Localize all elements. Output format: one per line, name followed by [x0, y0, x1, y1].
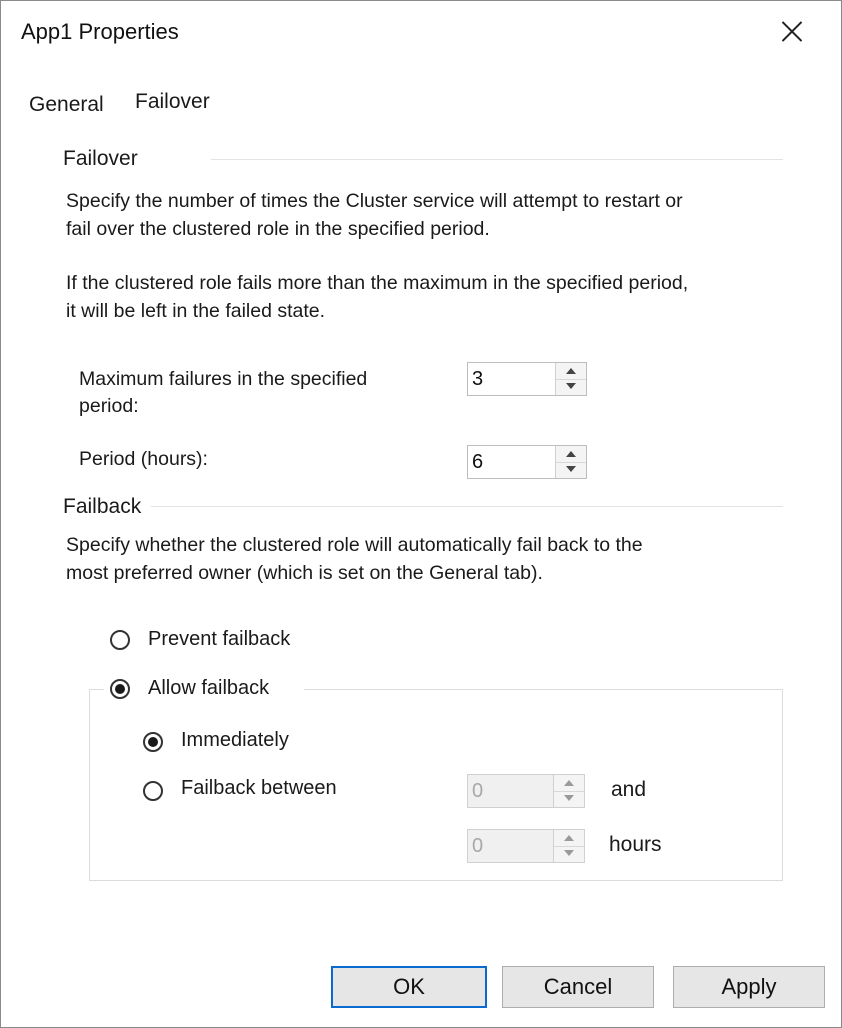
spin-up-icon[interactable] [556, 363, 586, 380]
period-label: Period (hours): [79, 448, 208, 470]
failover-divider [211, 159, 783, 160]
failback-between-label[interactable]: Failback between [181, 777, 337, 799]
title-bar[interactable] [1, 1, 841, 61]
tab-general[interactable]: General [29, 93, 104, 116]
failback-section-title: Failback [63, 495, 142, 518]
spin-down-icon[interactable] [556, 379, 586, 395]
failback-to-value[interactable]: 0 [472, 835, 484, 857]
spin-up-icon[interactable] [554, 830, 584, 847]
hours-label: hours [609, 833, 662, 856]
max-failures-label-line2: period: [79, 395, 139, 417]
period-spinner[interactable] [555, 446, 586, 478]
spin-down-icon[interactable] [554, 791, 584, 807]
spin-down-icon[interactable] [554, 846, 584, 862]
failback-from-spinbox[interactable] [467, 774, 585, 808]
failback-from-value[interactable]: 0 [472, 780, 484, 802]
period-value[interactable]: 6 [472, 451, 484, 473]
allow-failback-radio[interactable] [110, 679, 130, 699]
immediately-radio[interactable] [143, 732, 163, 752]
immediately-label[interactable]: Immediately [181, 729, 289, 751]
failover-description-line2: fail over the clustered role in the specified period. [66, 218, 490, 240]
ok-button[interactable]: OK [331, 966, 487, 1008]
failback-divider [151, 506, 783, 507]
max-failures-label-line1: Maximum failures in the specified [79, 368, 368, 390]
failover-description-line1: Specify the number of times the Cluster service will attempt to restart or [66, 190, 683, 212]
failback-description-line2: most preferred owner (which is set on the General tab). [66, 562, 543, 584]
prevent-failback-label[interactable]: Prevent failback [148, 628, 291, 650]
spin-up-icon[interactable] [554, 775, 584, 792]
max-failures-value[interactable]: 3 [472, 368, 484, 390]
allow-failback-label[interactable]: Allow failback [148, 677, 270, 699]
max-failures-spinner[interactable] [555, 363, 586, 395]
failover-warning-line2: it will be left in the failed state. [66, 300, 326, 322]
max-failures-spinbox[interactable] [467, 362, 587, 396]
and-label: and [611, 778, 647, 801]
failover-warning-line1: If the clustered role fails more than the maximum in the specified period, [66, 272, 689, 294]
prevent-failback-radio[interactable] [110, 630, 130, 650]
failback-description-line1: Specify whether the clustered role will automatically fail back to the [66, 534, 643, 556]
failover-section-title: Failover [63, 147, 138, 170]
close-icon[interactable] [773, 13, 811, 51]
tab-failover[interactable]: Failover [135, 90, 210, 113]
failback-from-spinner[interactable] [553, 775, 584, 807]
spin-up-icon[interactable] [556, 446, 586, 463]
failback-to-spinbox[interactable] [467, 829, 585, 863]
failback-between-radio[interactable] [143, 781, 163, 801]
apply-button[interactable]: Apply [673, 966, 825, 1008]
window-title: App1 Properties [21, 19, 179, 44]
period-spinbox[interactable] [467, 445, 587, 479]
cancel-button[interactable]: Cancel [502, 966, 654, 1008]
spin-down-icon[interactable] [556, 462, 586, 478]
failback-to-spinner[interactable] [553, 830, 584, 862]
